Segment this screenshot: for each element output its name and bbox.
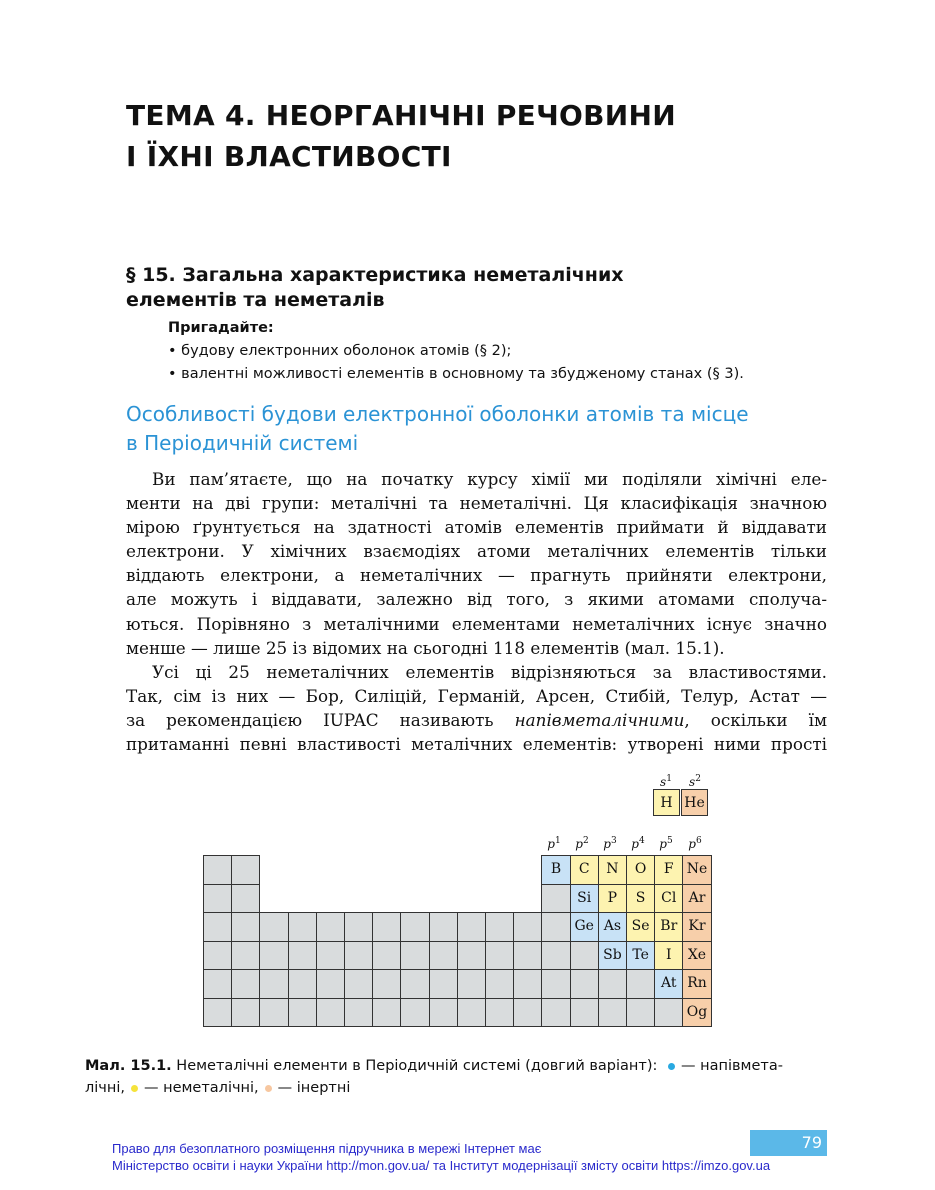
element-cell-empty xyxy=(288,969,317,999)
element-cell-empty xyxy=(400,969,429,999)
element-cell-si: Si xyxy=(570,884,599,914)
noble-dot-icon xyxy=(265,1085,272,1092)
element-cell-sb: Sb xyxy=(598,941,627,971)
footer-line-1: Право для безоплатного розміщення підручника в мережі Інтернет має xyxy=(112,1141,542,1156)
element-cell-empty xyxy=(541,969,570,999)
element-cell-empty xyxy=(344,969,373,999)
element-cell-xe: Xe xyxy=(682,941,711,971)
body-line: електрони. У хімічних взаємодіях атоми металічних елементів тільки xyxy=(126,541,827,562)
element-cell-empty xyxy=(598,998,627,1028)
orbital-label-p3: $p^3$ xyxy=(603,836,617,851)
subsection-heading-line-2: в Періодичній системі xyxy=(126,431,359,455)
element-cell-empty xyxy=(570,941,599,971)
element-cell-empty xyxy=(485,912,514,942)
footer-notice xyxy=(112,1140,770,1174)
body-line: Ви пам’ятаєте, що на початку курсу хімії ми поділяли хімічні еле- xyxy=(152,469,827,489)
element-cell-empty xyxy=(231,912,260,942)
element-cell-empty xyxy=(316,969,345,999)
body-line: Так, сім із них — Бор, Силіцій, Германій, Арсен, Стибій, Телур, Астат — xyxy=(126,685,827,706)
element-cell-empty xyxy=(485,998,514,1028)
italic-term: напівметалічними xyxy=(514,709,685,730)
element-cell-kr: Kr xyxy=(682,912,711,942)
element-cell-as: As xyxy=(598,912,627,942)
element-cell-empty xyxy=(231,884,260,914)
caption-noble: — інертні xyxy=(277,1080,351,1096)
body-line: мірою ґрунтується на здатності атомів елементів приймати й віддавати xyxy=(126,517,827,538)
recall-item: • валентні можливості елементів в основному та збудженому станах (§ 3). xyxy=(168,366,744,382)
element-cell-empty xyxy=(203,998,232,1028)
element-cell-empty xyxy=(541,912,570,942)
element-cell-empty xyxy=(231,855,260,885)
orbital-label-p2: $p^2$ xyxy=(575,836,589,851)
section-title-line-2: елементів та неметалів xyxy=(126,289,385,311)
element-cell-empty xyxy=(372,941,401,971)
body-line: Усі ці 25 неметалічних елементів відрізняються за властивостями. xyxy=(152,661,827,682)
element-cell-empty xyxy=(259,941,288,971)
element-cell-empty xyxy=(541,884,570,914)
element-cell-c: C xyxy=(570,855,599,885)
element-cell-empty xyxy=(203,855,232,885)
element-cell-empty xyxy=(203,884,232,914)
caption-metalloid: — напівмета- xyxy=(680,1058,783,1074)
element-cell-empty xyxy=(259,969,288,999)
element-cell-empty xyxy=(344,998,373,1028)
subsection-heading-line-1: Особливості будови електронної оболонки атомів та місце xyxy=(126,402,749,426)
element-cell-empty xyxy=(485,941,514,971)
element-cell-br: Br xyxy=(654,912,683,942)
element-cell-cl: Cl xyxy=(654,884,683,914)
recall-item: • будову електронних оболонок атомів (§ 2); xyxy=(168,343,512,359)
element-cell-at: At xyxy=(654,969,683,999)
element-cell-empty xyxy=(344,941,373,971)
element-cell-empty xyxy=(513,912,542,942)
caption-metalloid-cont: лічні, xyxy=(85,1080,125,1096)
body-line: віддають електрони, а неметалічних — прагнуть прийняти електрони, xyxy=(126,565,827,586)
orbital-label-p1: $p^1$ xyxy=(547,836,561,851)
element-cell-p: P xyxy=(598,884,627,914)
element-cell-ge: Ge xyxy=(570,912,599,942)
element-cell-empty xyxy=(570,998,599,1028)
element-cell-se: Se xyxy=(626,912,655,942)
element-cell-empty xyxy=(513,998,542,1028)
element-cell-empty xyxy=(316,941,345,971)
element-cell-empty xyxy=(400,941,429,971)
element-cell-b: B xyxy=(541,855,570,885)
element-cell-empty xyxy=(400,912,429,942)
body-line: притаманні певні властивості металічних елементів: утворені ними прості xyxy=(126,734,827,755)
element-cell-empty xyxy=(457,941,486,971)
section-title xyxy=(126,263,624,313)
caption-label: Мал. 15.1. xyxy=(85,1058,172,1074)
element-cell-empty xyxy=(288,941,317,971)
caption-nonmetal: — неметалічні, xyxy=(143,1080,259,1096)
body-line xyxy=(126,708,827,732)
element-cell-ar: Ar xyxy=(682,884,711,914)
element-cell-empty xyxy=(626,969,655,999)
element-cell-o: O xyxy=(626,855,655,885)
element-cell-te: Te xyxy=(626,941,655,971)
caption-text: Неметалічні елементи в Періодичній системі (довгий варіант): xyxy=(171,1058,662,1074)
element-cell-empty xyxy=(541,998,570,1028)
orbital-label-p4: $p^4$ xyxy=(631,836,645,851)
element-cell-empty xyxy=(429,969,458,999)
body-line: менше — лише 25 із відомих на сьогодні 118 елементів (мал. 15.1). xyxy=(126,637,725,658)
orbital-label-p6: $p^6$ xyxy=(688,836,702,851)
element-cell-n: N xyxy=(598,855,627,885)
element-cell-empty xyxy=(231,969,260,999)
body-line: ються. Порівняно з металічними елементами неметалічних існує значно xyxy=(126,613,827,634)
page-number: 79 xyxy=(750,1130,827,1156)
element-cell-empty xyxy=(259,912,288,942)
element-cell-rn: Rn xyxy=(682,969,711,999)
orbital-label-s2: $s^2$ xyxy=(689,774,701,789)
element-cell-empty xyxy=(457,912,486,942)
body-text-run: за рекомендацією IUPAC називають xyxy=(126,709,515,730)
element-cell-empty xyxy=(457,998,486,1028)
element-cell-empty xyxy=(429,998,458,1028)
body-line: але можуть і віддавати, залежно від того, з якими атомами сполуча- xyxy=(126,589,827,610)
section-title-line-1: § 15. Загальна характеристика неметалічних xyxy=(126,264,624,286)
element-cell-ne: Ne xyxy=(682,855,711,885)
element-cell-i: I xyxy=(654,941,683,971)
element-cell-empty xyxy=(626,998,655,1028)
element-cell-empty xyxy=(316,998,345,1028)
element-cell-h: H xyxy=(653,789,680,816)
recall-heading: Пригадайте: xyxy=(168,320,274,336)
element-cell-empty xyxy=(457,969,486,999)
element-cell-empty xyxy=(203,941,232,971)
nonmetal-dot-icon xyxy=(131,1085,138,1092)
chapter-title-line-1: ТЕМА 4. НЕОРГАНІЧНІ РЕЧОВИНИ xyxy=(126,99,676,132)
element-cell-f: F xyxy=(654,855,683,885)
metalloid-dot-icon xyxy=(668,1063,675,1070)
element-cell-empty xyxy=(316,912,345,942)
element-cell-empty xyxy=(485,969,514,999)
element-cell-empty xyxy=(598,969,627,999)
element-cell-empty xyxy=(203,912,232,942)
footer-line-2: Міністерство освіти і науки України http://mon.gov.ua/ та Інститут модернізації змісту освіти https://imzo.gov.ua xyxy=(112,1158,771,1173)
element-cell-empty xyxy=(259,998,288,1028)
body-line: менти на дві групи: металічні та неметалічні. Ця класифікація значною xyxy=(126,493,827,514)
element-cell-empty xyxy=(429,941,458,971)
element-cell-empty xyxy=(231,941,260,971)
element-cell-empty xyxy=(372,998,401,1028)
element-cell-empty xyxy=(372,912,401,942)
element-cell-empty xyxy=(231,998,260,1028)
element-cell-s: S xyxy=(626,884,655,914)
chapter-title-line-2: І ЇХНІ ВЛАСТИВОСТІ xyxy=(126,140,452,173)
body-text-run: , оскільки їм xyxy=(684,709,827,730)
element-cell-empty xyxy=(541,941,570,971)
element-cell-he: He xyxy=(681,789,708,816)
element-cell-empty xyxy=(654,998,683,1028)
element-cell-empty xyxy=(344,912,373,942)
chapter-title xyxy=(126,95,676,177)
body-text xyxy=(126,467,827,756)
orbital-label-s1: $s^1$ xyxy=(660,774,672,789)
element-cell-empty xyxy=(288,912,317,942)
element-cell-empty xyxy=(570,969,599,999)
orbital-label-p5: $p^5$ xyxy=(659,836,673,851)
figure-caption xyxy=(85,1055,810,1099)
recall-box xyxy=(168,317,744,386)
element-cell-empty xyxy=(400,998,429,1028)
element-cell-empty xyxy=(513,941,542,971)
element-cell-empty xyxy=(372,969,401,999)
element-cell-og: Og xyxy=(682,998,711,1028)
element-cell-empty xyxy=(429,912,458,942)
element-cell-empty xyxy=(288,998,317,1028)
element-cell-empty xyxy=(203,969,232,999)
element-cell-empty xyxy=(513,969,542,999)
subsection-heading xyxy=(126,400,749,458)
